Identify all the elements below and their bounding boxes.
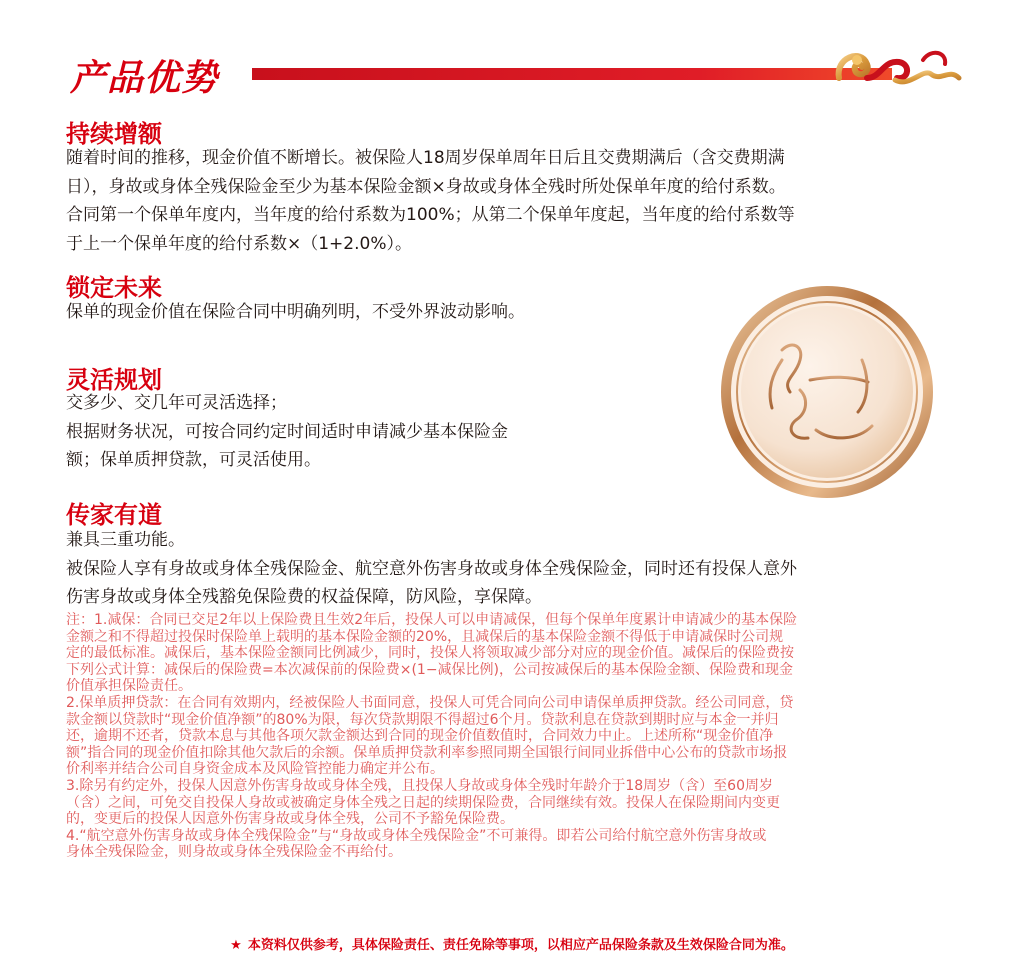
paragraph-line: 交多少、交几年可灵活选择； xyxy=(66,393,287,413)
section-body-legacy xyxy=(66,526,797,612)
paragraph-line: 额；保单质押贷款，可灵活使用。 xyxy=(66,450,321,470)
note-line: 款金额以贷款时“现金价值净额”的80%为限，每次贷款期限不得超过6个月。贷款利息在贷款到期时应与本金一并归 xyxy=(66,711,779,728)
note-item xyxy=(66,778,971,828)
note-item xyxy=(66,612,971,695)
notes-block xyxy=(66,612,971,861)
note-line: 额”指合同的现金价值扣除其他欠款后的余额。保单质押贷款利率参照同期全国银行间同业拆借中心公布的贷款市场报 xyxy=(66,744,788,761)
note-line: 金额之和不得超过投保时保险单上载明的基本保险金额的20%，且减保后的基本保险金额不得低于申请减保时公司规 xyxy=(66,628,784,645)
paragraph-line: 保单的现金价值在保险合同中明确列明，不受外界波动影响。 xyxy=(66,302,525,322)
note-line: 注：1.减保：合同已交足2年以上保险费且生效2年后，投保人可以申请减保，但每个保单年度累计申请减少的基本保险 xyxy=(66,612,798,628)
page-title: 产品优势 xyxy=(70,58,219,99)
paragraph-line: 于上一个保单年度的给付系数×（1+2.0%）。 xyxy=(66,233,412,254)
star-icon: ★ xyxy=(230,938,242,953)
note-line: 价利率并结合公司自身资金成本及风险管控能力确定并公布。 xyxy=(66,761,444,778)
paragraph-line: 日），身故或身体全残保险金至少为基本保险金额×身故或身体全残时所处保单年度的给付系数。 xyxy=(66,176,786,197)
header-divider-bar xyxy=(252,68,892,80)
section-title-legacy: 传家有道 xyxy=(66,501,162,529)
note-line: 3.除另有约定外，投保人因意外伤害身故或身体全残，且投保人身故或身体全残时年龄介于18周岁（含）至60周岁 xyxy=(66,777,773,794)
note-line: 下列公式计算：减保后的保险费=本次减保前的保险费×(1−减保比例)，公司按减保后的基本保险金额、保险费和现金 xyxy=(66,661,794,678)
paragraph-line: 随着时间的推移，现金价值不断增长。被保险人18周岁保单周年日后且交费期满后（含交费期满 xyxy=(66,148,785,168)
note-line: 价值承担保险责任。 xyxy=(66,678,192,695)
chuanshi-seal-icon xyxy=(712,280,942,505)
note-line: 定的最低标准。减保后，基本保险金额同比例减少，同时，投保人将领取减少部分对应的现金价值。减保后的保险费按 xyxy=(66,645,794,662)
paragraph-line: 被保险人享有身故或身体全残保险金、航空意外伤害身故或身体全残保险金，同时还有投保人意外 xyxy=(66,558,797,579)
note-item xyxy=(66,695,971,778)
section-body-lock-future xyxy=(66,298,525,327)
paragraph-line: 合同第一个保单年度内，当年度的给付系数为100%；从第二个保单年度起，当年度的给付系数等 xyxy=(66,205,795,225)
section-title-flexible-planning: 灵活规划 xyxy=(66,366,162,394)
section-title-continuous-growth: 持续增额 xyxy=(66,120,162,148)
note-item xyxy=(66,828,971,861)
note-line: 2.保单质押贷款：在合同有效期内，经被保险人书面同意，投保人可凭合同向公司申请保单质押贷款。经公司同意，贷 xyxy=(66,694,794,711)
paragraph-line: 根据财务状况，可按合同约定时间适时申请减少基本保险金 xyxy=(66,421,508,442)
paragraph-line: 伤害身故或身体全残豁免保险费的权益保障，防风险，享保障。 xyxy=(66,587,542,607)
note-line: 身体全残保险金，则身故或身体全残保险金不再给付。 xyxy=(66,844,402,861)
note-line: 的，变更后的投保人因意外伤害身故或身体全残，公司不予豁免保险费。 xyxy=(66,811,514,828)
section-body-continuous-growth xyxy=(66,144,795,258)
section-title-lock-future: 锁定未来 xyxy=(66,274,162,302)
paragraph-line: 兼具三重功能。 xyxy=(66,530,185,550)
page-header xyxy=(66,42,966,102)
disclaimer-text: 本资料仅供参考，具体保险责任、责任免除等事项，以相应产品保险条款及生效保险合同为准。 xyxy=(247,938,794,953)
note-line: 还，逾期不还者，贷款本息与其他各项欠款金额达到合同的现金价值数值时，合同效力中止。上述所称“现金价值净 xyxy=(66,728,774,745)
section-body-flexible-planning xyxy=(66,389,508,475)
note-line: 4.“航空意外伤害身故或身体全残保险金”与“身故或身体全残保险金”不可兼得。即若公司给付航空意外伤害身故或 xyxy=(66,827,767,844)
auspicious-cloud-icon xyxy=(831,38,966,98)
footer-disclaimer xyxy=(0,934,1024,953)
note-line: （含）之间，可免交自投保人身故或被确定身体全残之日起的续期保险费，合同继续有效。投保人在保险期间内变更 xyxy=(66,794,780,811)
